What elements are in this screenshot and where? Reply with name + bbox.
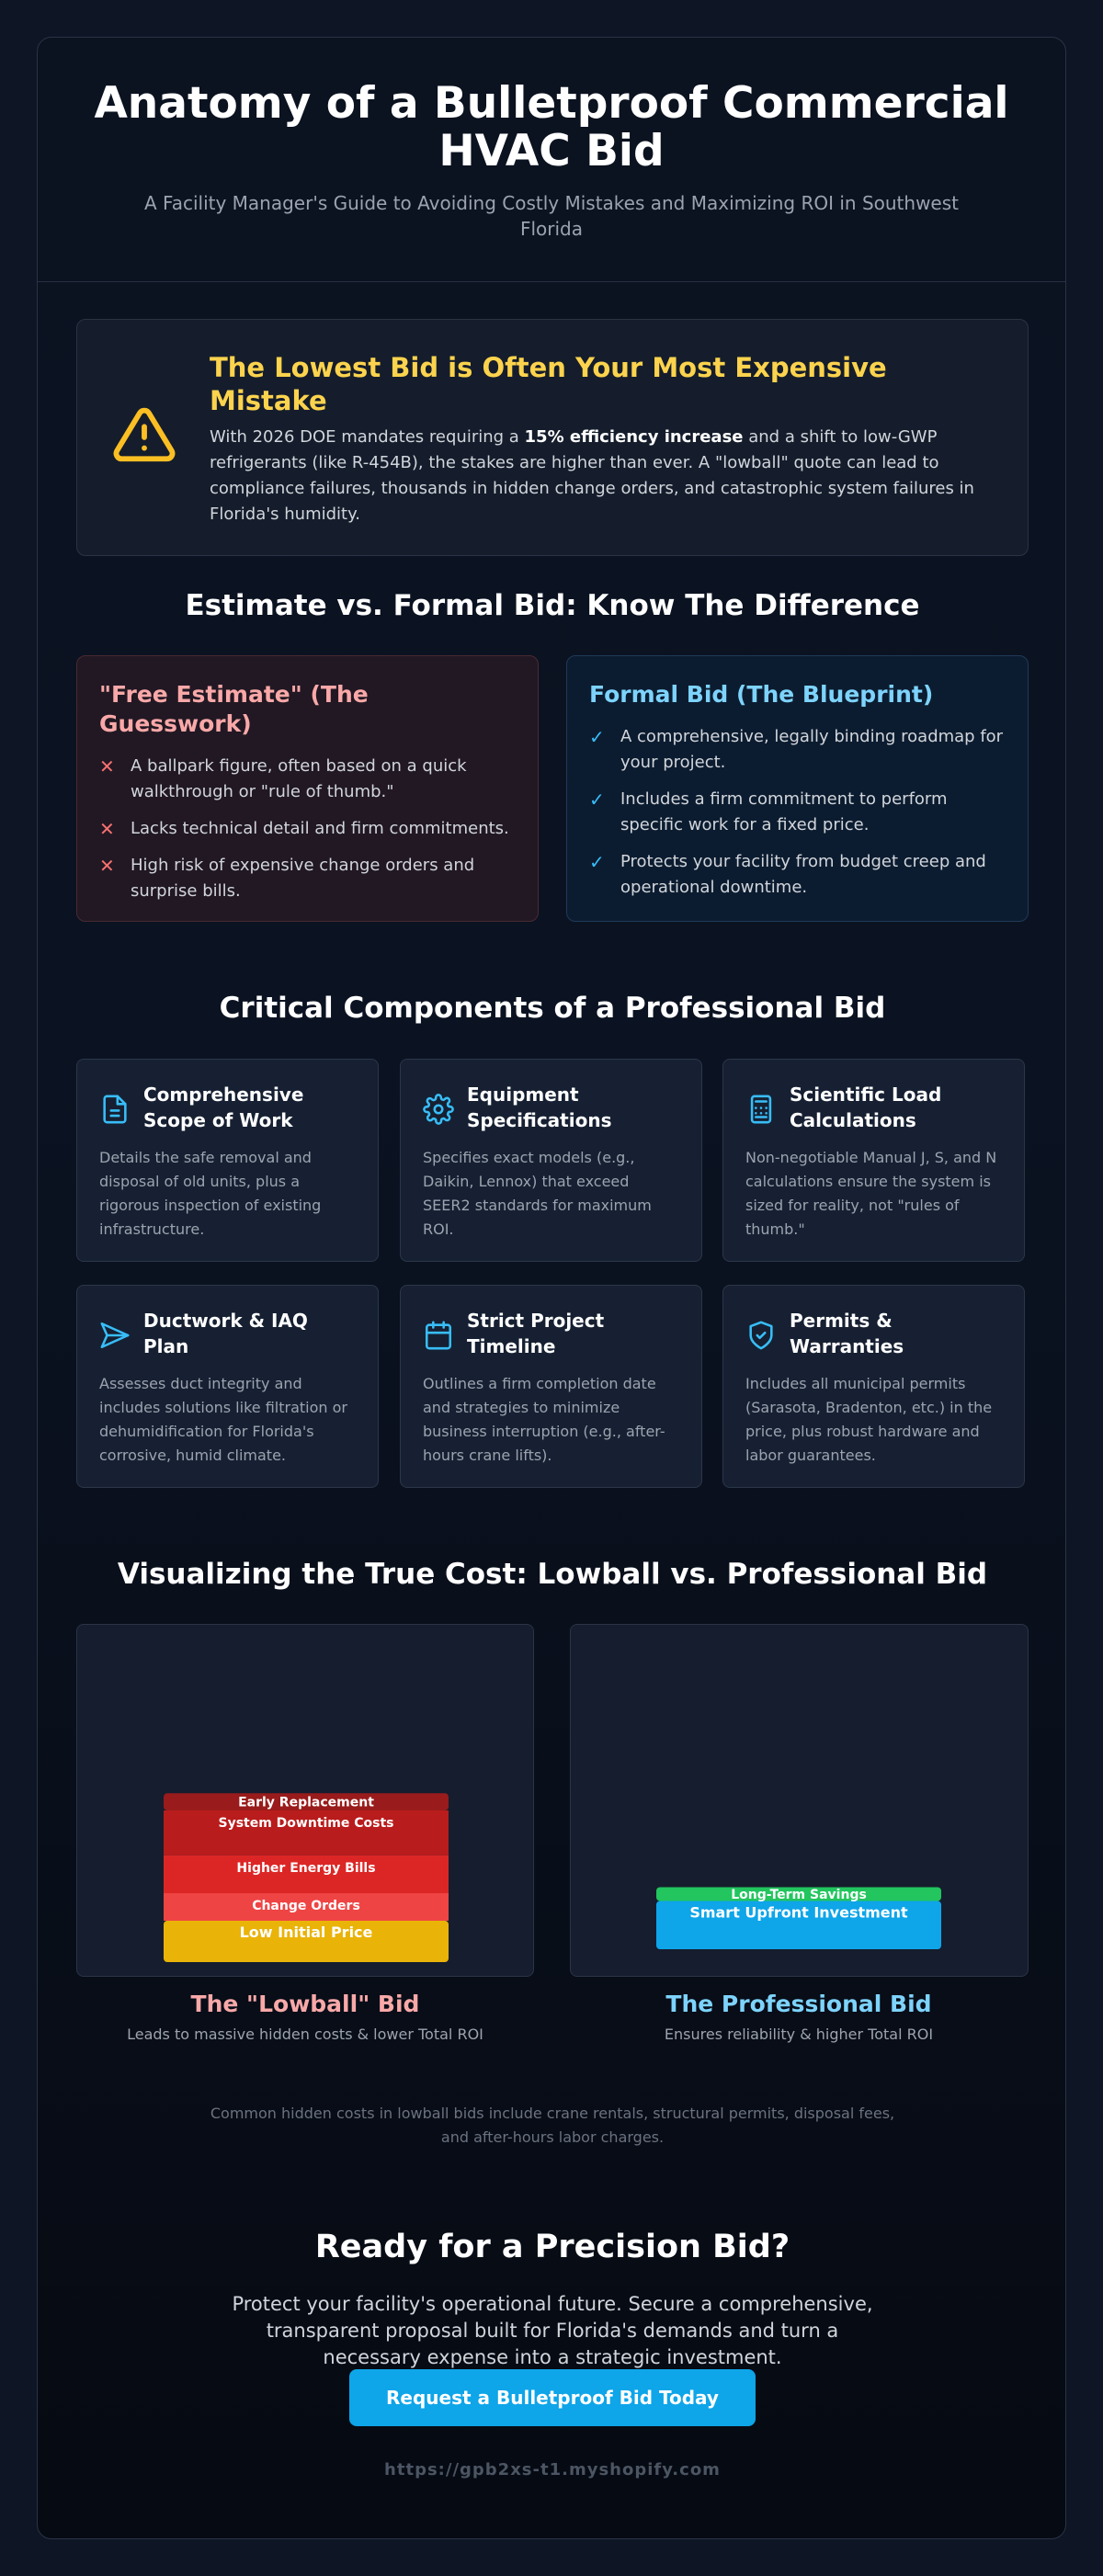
cta-title: Ready for a Precision Bid? (314, 2229, 790, 2265)
warning-title: The Lowest Bid is Often Your Most Expensive Mistake (210, 352, 887, 416)
formal-bid-item (589, 849, 1006, 901)
x-mark-icon: ✕ (99, 755, 115, 777)
shield-check-icon (745, 1319, 777, 1352)
cta-text: Protect your facility's operational future. Secure a comprehensive, transparent proposal built for Florida's demands and turn a necessary expense into a strategic investment. (232, 2293, 873, 2368)
estimate-item (99, 754, 516, 805)
component-card-text: Assesses duct integrity and includes solutions like filtration or dehumidification for Florida's corrosive, humid climate. (99, 1375, 347, 1464)
bar-segment-label: Long-Term Savings (731, 1888, 867, 1902)
warning-callout (76, 319, 1029, 556)
calculator-icon (745, 1093, 777, 1126)
bar-segment-label: Low Initial Price (239, 1923, 373, 1941)
components-title: Critical Components of a Professional Bid (219, 992, 886, 1025)
formal-bid-item (589, 724, 1006, 776)
component-card-text: Includes all municipal permits (Sarasota, Bradenton, etc.) in the price, plus robust hardware and labor guarantees. (745, 1375, 993, 1464)
calendar-icon (423, 1319, 454, 1352)
formal-bid-panel (566, 655, 1029, 922)
x-mark-icon: ✕ (99, 855, 115, 877)
bar-segment-label: System Downtime Costs (218, 1816, 394, 1831)
formal-bid-list (589, 724, 1006, 901)
professional-chart (570, 1624, 1029, 1977)
estimate-item-text: High risk of expensive change orders and surprise bills. (131, 856, 475, 901)
page-title: Anatomy of a Bulletproof Commercial HVAC Bid (94, 78, 1009, 176)
component-card-text: Details the safe removal and disposal of old units, plus a rigorous inspection of existing infrastructure. (99, 1149, 322, 1238)
formal-bid-item-text: Includes a firm commitment to perform specific work for a fixed price. (620, 789, 948, 834)
component-card (400, 1059, 702, 1262)
component-card-title: Ductwork & IAQ Plan (143, 1310, 308, 1357)
formal-bid-item-text: Protects your facility from budget creep and operational downtime. (620, 852, 986, 897)
formal-bid-item-text: A comprehensive, legally binding roadmap for your project. (620, 727, 1004, 772)
bar-segment-label: Change Orders (252, 1899, 360, 1913)
component-card-title: Comprehensive Scope of Work (143, 1084, 304, 1131)
bar-segment-label: Early Replacement (238, 1795, 374, 1810)
bar-segment-label: Smart Upfront Investment (689, 1903, 908, 1922)
bar-segment-label: Higher Energy Bills (236, 1860, 376, 1876)
estimate-item-text: A ballpark figure, often based on a quick walkthrough or "rule of thumb." (131, 756, 467, 801)
page-header (38, 38, 1065, 282)
check-icon: ✓ (589, 789, 605, 811)
gear-icon (423, 1093, 454, 1126)
lowball-chart (76, 1624, 534, 1977)
component-card (400, 1285, 702, 1488)
component-card-text: Outlines a firm completion date and strategies to minimize business interruption (e.g., after-hours crane lifts). (423, 1375, 665, 1464)
component-card (76, 1059, 379, 1262)
request-bid-button[interactable]: Request a Bulletproof Bid Today (349, 2369, 756, 2426)
estimate-title: "Free Estimate" (The Guesswork) (99, 681, 369, 737)
component-card (722, 1285, 1025, 1488)
professional-chart-svg (571, 1625, 1029, 1978)
comparison-title: Estimate vs. Formal Bid: Know The Difference (185, 589, 920, 622)
lowball-subcaption: Leads to massive hidden costs & lower Total ROI (127, 2026, 483, 2043)
component-card-text: Non-negotiable Manual J, S, and N calculations ensure the system is sized for reality, not "rules of thumb." (745, 1149, 997, 1238)
estimate-list (99, 754, 516, 904)
estimate-item (99, 816, 516, 842)
document-icon (99, 1093, 131, 1126)
lowball-chart-svg (77, 1625, 535, 1978)
warning-highlight: 15% efficiency increase (524, 427, 744, 447)
component-card-title: Equipment Specifications (467, 1084, 612, 1131)
check-icon: ✓ (589, 726, 605, 748)
footer-url[interactable]: https://gpb2xs-t1.myshopify.com (384, 2460, 721, 2480)
estimate-item (99, 853, 516, 904)
check-icon: ✓ (589, 851, 605, 873)
component-card (722, 1059, 1025, 1262)
professional-subcaption: Ensures reliability & higher Total ROI (664, 2026, 934, 2043)
paper-plane-icon (99, 1319, 131, 1352)
x-mark-icon: ✕ (99, 818, 115, 840)
formal-bid-title: Formal Bid (The Blueprint) (589, 681, 934, 708)
estimate-item-text: Lacks technical detail and firm commitments. (131, 819, 509, 838)
component-card-title: Scientific Load Calculations (790, 1084, 942, 1131)
hidden-costs-note: Common hidden costs in lowball bids include crane rentals, structural permits, disposal fees, and after-hours labor charges. (210, 2105, 895, 2146)
page-subtitle: A Facility Manager's Guide to Avoiding Costly Mistakes and Maximizing ROI in Southwest Florida (144, 192, 959, 240)
warning-body: With 2026 DOE mandates requiring a 15% efficiency increase and a shift to low-GWP refrigerants (like R-454B), the stakes are higher than ever. A "lowball" quote can lead to compliance failures, thousands in hidden change orders, and catastrophic system failures in Florida's humidity. (210, 427, 974, 524)
component-card-text: Specifies exact models (e.g., Daikin, Lennox) that exceed SEER2 standards for maximum ROI. (423, 1149, 652, 1238)
lowball-caption: The "Lowball" Bid (190, 1991, 420, 2017)
formal-bid-item (589, 787, 1006, 838)
component-card-title: Strict Project Timeline (467, 1310, 605, 1357)
estimate-panel (76, 655, 539, 922)
infographic-frame (37, 37, 1066, 2539)
warning-triangle-icon (112, 403, 176, 467)
cost-title: Visualizing the True Cost: Lowball vs. Professional Bid (117, 1558, 988, 1591)
component-card-title: Permits & Warranties (790, 1310, 904, 1357)
professional-caption: The Professional Bid (665, 1991, 932, 2017)
component-card (76, 1285, 379, 1488)
